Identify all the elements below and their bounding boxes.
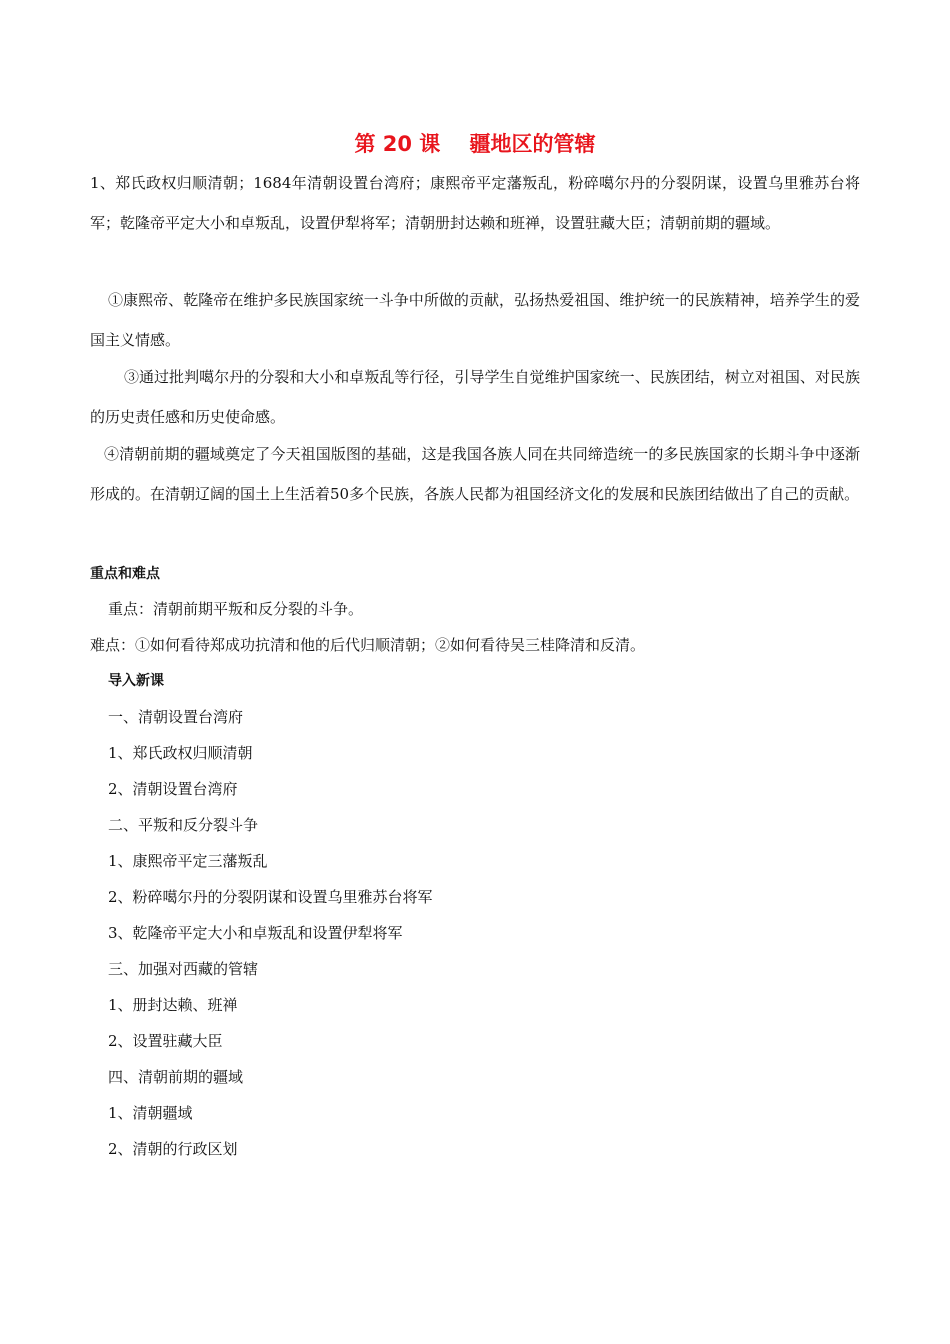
goal-4: ④清朝前期的疆域奠定了今天祖国版图的基础，这是我国各族人同在共同缔造统一的多民族国家的长期斗争中逐渐形成的。在清朝辽阔的国土上生活着50多个民族，各族人民都为祖国经济文化的发展和民族团结做出了自己的贡献。	[90, 445, 860, 503]
outline-item: 2、清朝设置台湾府	[108, 780, 238, 798]
outline-item: 2、粉碎噶尔丹的分裂阴谋和设置乌里雅苏台将军	[108, 888, 433, 906]
outline-item: 一、清朝设置台湾府	[108, 708, 244, 726]
key-heading: 重点和难点	[90, 566, 160, 582]
key-point: 重点：清朝前期平叛和反分裂的斗争。	[108, 600, 364, 618]
difficult-point: 难点：①如何看待郑成功抗清和他的后代归顺清朝；②如何看待吴三桂降清和反清。	[90, 636, 646, 654]
outline-item: 1、康熙帝平定三藩叛乱	[108, 852, 268, 870]
outline-item: 2、清朝的行政区划	[108, 1140, 238, 1158]
outline-item: 2、设置驻藏大臣	[108, 1032, 223, 1050]
goal-3: ③通过批判噶尔丹的分裂和大小和卓叛乱等行径，引导学生自觉维护国家统一、民族团结，树立对祖国、对民族的历史责任感和历史使命感。	[90, 368, 860, 426]
outline-item: 1、清朝疆域	[108, 1104, 193, 1122]
intro-paragraph: 1、郑氏政权归顺清朝；1684年清朝设置台湾府；康熙帝平定藩叛乱，粉碎噶尔丹的分裂阴谋，设置乌里雅苏台将军；乾隆帝平定大小和卓叛乱，设置伊犁将军；清朝册封达赖和班禅，设置驻藏大臣；清朝前期的疆域。	[90, 174, 860, 232]
outline-item: 二、平叛和反分裂斗争	[108, 816, 259, 834]
outline-item: 三、加强对西藏的管辖	[108, 960, 259, 978]
outline-item: 四、清朝前期的疆域	[108, 1068, 244, 1086]
outline-item: 1、册封达赖、班禅	[108, 996, 238, 1014]
outline-item: 1、郑氏政权归顺清朝	[108, 744, 253, 762]
intro-heading: 导入新课	[108, 673, 164, 689]
outline-item: 3、乾隆帝平定大小和卓叛乱和设置伊犁将军	[108, 924, 403, 942]
goal-1: ①康熙帝、乾隆帝在维护多民族国家统一斗争中所做的贡献，弘扬热爱祖国、维护统一的民族精神，培养学生的爱国主义情感。	[90, 291, 860, 349]
page-title: 第 20 课 疆地区的管辖	[354, 132, 596, 156]
